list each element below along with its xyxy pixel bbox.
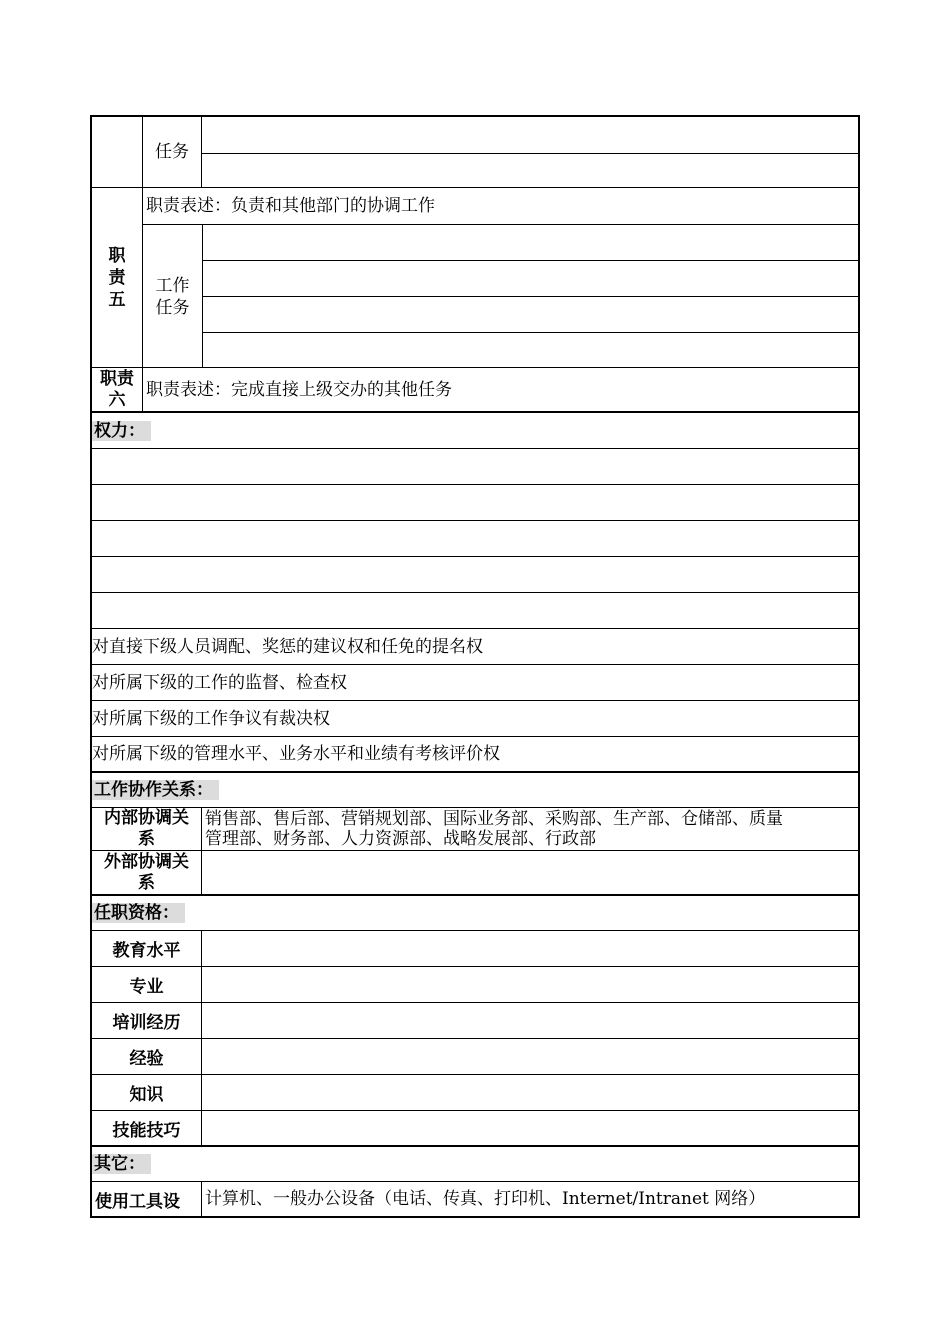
blank-row[interactable] bbox=[90, 449, 860, 485]
task-label: 任务 bbox=[142, 117, 201, 187]
duty-five-block bbox=[90, 188, 860, 368]
duty-five-content bbox=[142, 188, 858, 367]
authority-item-text: 对所属下级的工作的监督、检查权 bbox=[92, 672, 347, 693]
duty-six-block bbox=[90, 368, 860, 413]
qualifications-heading: 任职资格： bbox=[92, 903, 185, 923]
qualification-label: 专业 bbox=[129, 977, 164, 997]
relations-heading: 工作协作关系： bbox=[92, 780, 219, 800]
authority-item-text: 对所属下级的工作争议有裁决权 bbox=[92, 708, 330, 729]
task-line[interactable] bbox=[203, 297, 858, 333]
duty-five-description: 职责表述：负责和其他部门的协调工作 bbox=[143, 188, 858, 225]
authority-item bbox=[90, 665, 860, 701]
qualification-value[interactable] bbox=[201, 1111, 858, 1145]
task-line[interactable] bbox=[203, 225, 858, 261]
qualification-label: 培训经历 bbox=[112, 1013, 181, 1033]
qualification-value[interactable] bbox=[201, 931, 858, 966]
other-heading-row bbox=[90, 1147, 860, 1182]
qualification-label: 技能技巧 bbox=[112, 1120, 181, 1141]
tools-label: 使用工具设 bbox=[95, 1191, 180, 1212]
authority-item-text: 对直接下级人员调配、奖惩的建议权和任免的提名权 bbox=[92, 636, 483, 657]
task-line[interactable] bbox=[202, 154, 858, 190]
internal-relations-value bbox=[201, 808, 858, 850]
relations-heading-row bbox=[90, 773, 860, 808]
internal-relations-row bbox=[90, 808, 860, 851]
qualification-value[interactable] bbox=[201, 1003, 858, 1038]
qualification-row bbox=[90, 967, 860, 1003]
external-relations-label: 外部协调关 系 bbox=[104, 851, 189, 893]
qualification-label: 经验 bbox=[129, 1049, 164, 1069]
task-line[interactable] bbox=[202, 117, 858, 154]
authority-heading: 权力： bbox=[92, 421, 151, 441]
authority-item bbox=[90, 629, 860, 665]
authority-item bbox=[90, 701, 860, 737]
other-heading: 其它： bbox=[92, 1154, 151, 1174]
duty-four-task-block bbox=[90, 115, 860, 188]
qualifications-heading-row bbox=[90, 896, 860, 931]
tools-row bbox=[90, 1182, 860, 1218]
tools-value: 计算机、一般办公设备（电话、传真、打印机、Internet/Intranet 网络） bbox=[201, 1182, 858, 1216]
internal-relations-line: 销售部、售后部、营销规划部、国际业务部、采购部、生产部、仓储部、质量 bbox=[205, 809, 783, 829]
blank-row[interactable] bbox=[90, 521, 860, 557]
qualification-value[interactable] bbox=[201, 967, 858, 1002]
blank-row[interactable] bbox=[90, 557, 860, 593]
task-line[interactable] bbox=[203, 261, 858, 297]
qualification-value[interactable] bbox=[201, 1075, 858, 1110]
blank-row[interactable] bbox=[90, 485, 860, 521]
work-task-lines bbox=[202, 225, 858, 368]
job-description-sheet bbox=[90, 115, 860, 1218]
internal-relations-label: 内部协调关 系 bbox=[104, 808, 189, 849]
duty-five-label: 职 责 五 bbox=[108, 245, 126, 310]
duty-six-description: 职责表述：完成直接上级交办的其他任务 bbox=[142, 368, 858, 411]
task-line[interactable] bbox=[203, 333, 858, 369]
blank-row[interactable] bbox=[90, 593, 860, 629]
qualification-label: 知识 bbox=[129, 1085, 164, 1105]
external-relations-value[interactable] bbox=[201, 851, 858, 894]
qualification-value[interactable] bbox=[201, 1039, 858, 1074]
authority-heading-row bbox=[90, 413, 860, 449]
qualification-label: 教育水平 bbox=[112, 941, 181, 961]
duty-four-label-cell bbox=[92, 117, 142, 187]
qualification-row bbox=[90, 1111, 860, 1147]
qualification-row bbox=[90, 1003, 860, 1039]
task-lines bbox=[201, 117, 858, 187]
qualification-row bbox=[90, 1039, 860, 1075]
qualification-row bbox=[90, 931, 860, 967]
duty-six-label: 职责 六 bbox=[100, 368, 134, 410]
authority-item bbox=[90, 737, 860, 773]
qualification-row bbox=[90, 1075, 860, 1111]
external-relations-row bbox=[90, 851, 860, 896]
authority-item-text: 对所属下级的管理水平、业务水平和业绩有考核评价权 bbox=[92, 744, 500, 764]
work-task-label: 工作 任务 bbox=[155, 275, 190, 318]
internal-relations-line: 管理部、财务部、人力资源部、战略发展部、行政部 bbox=[205, 829, 596, 849]
